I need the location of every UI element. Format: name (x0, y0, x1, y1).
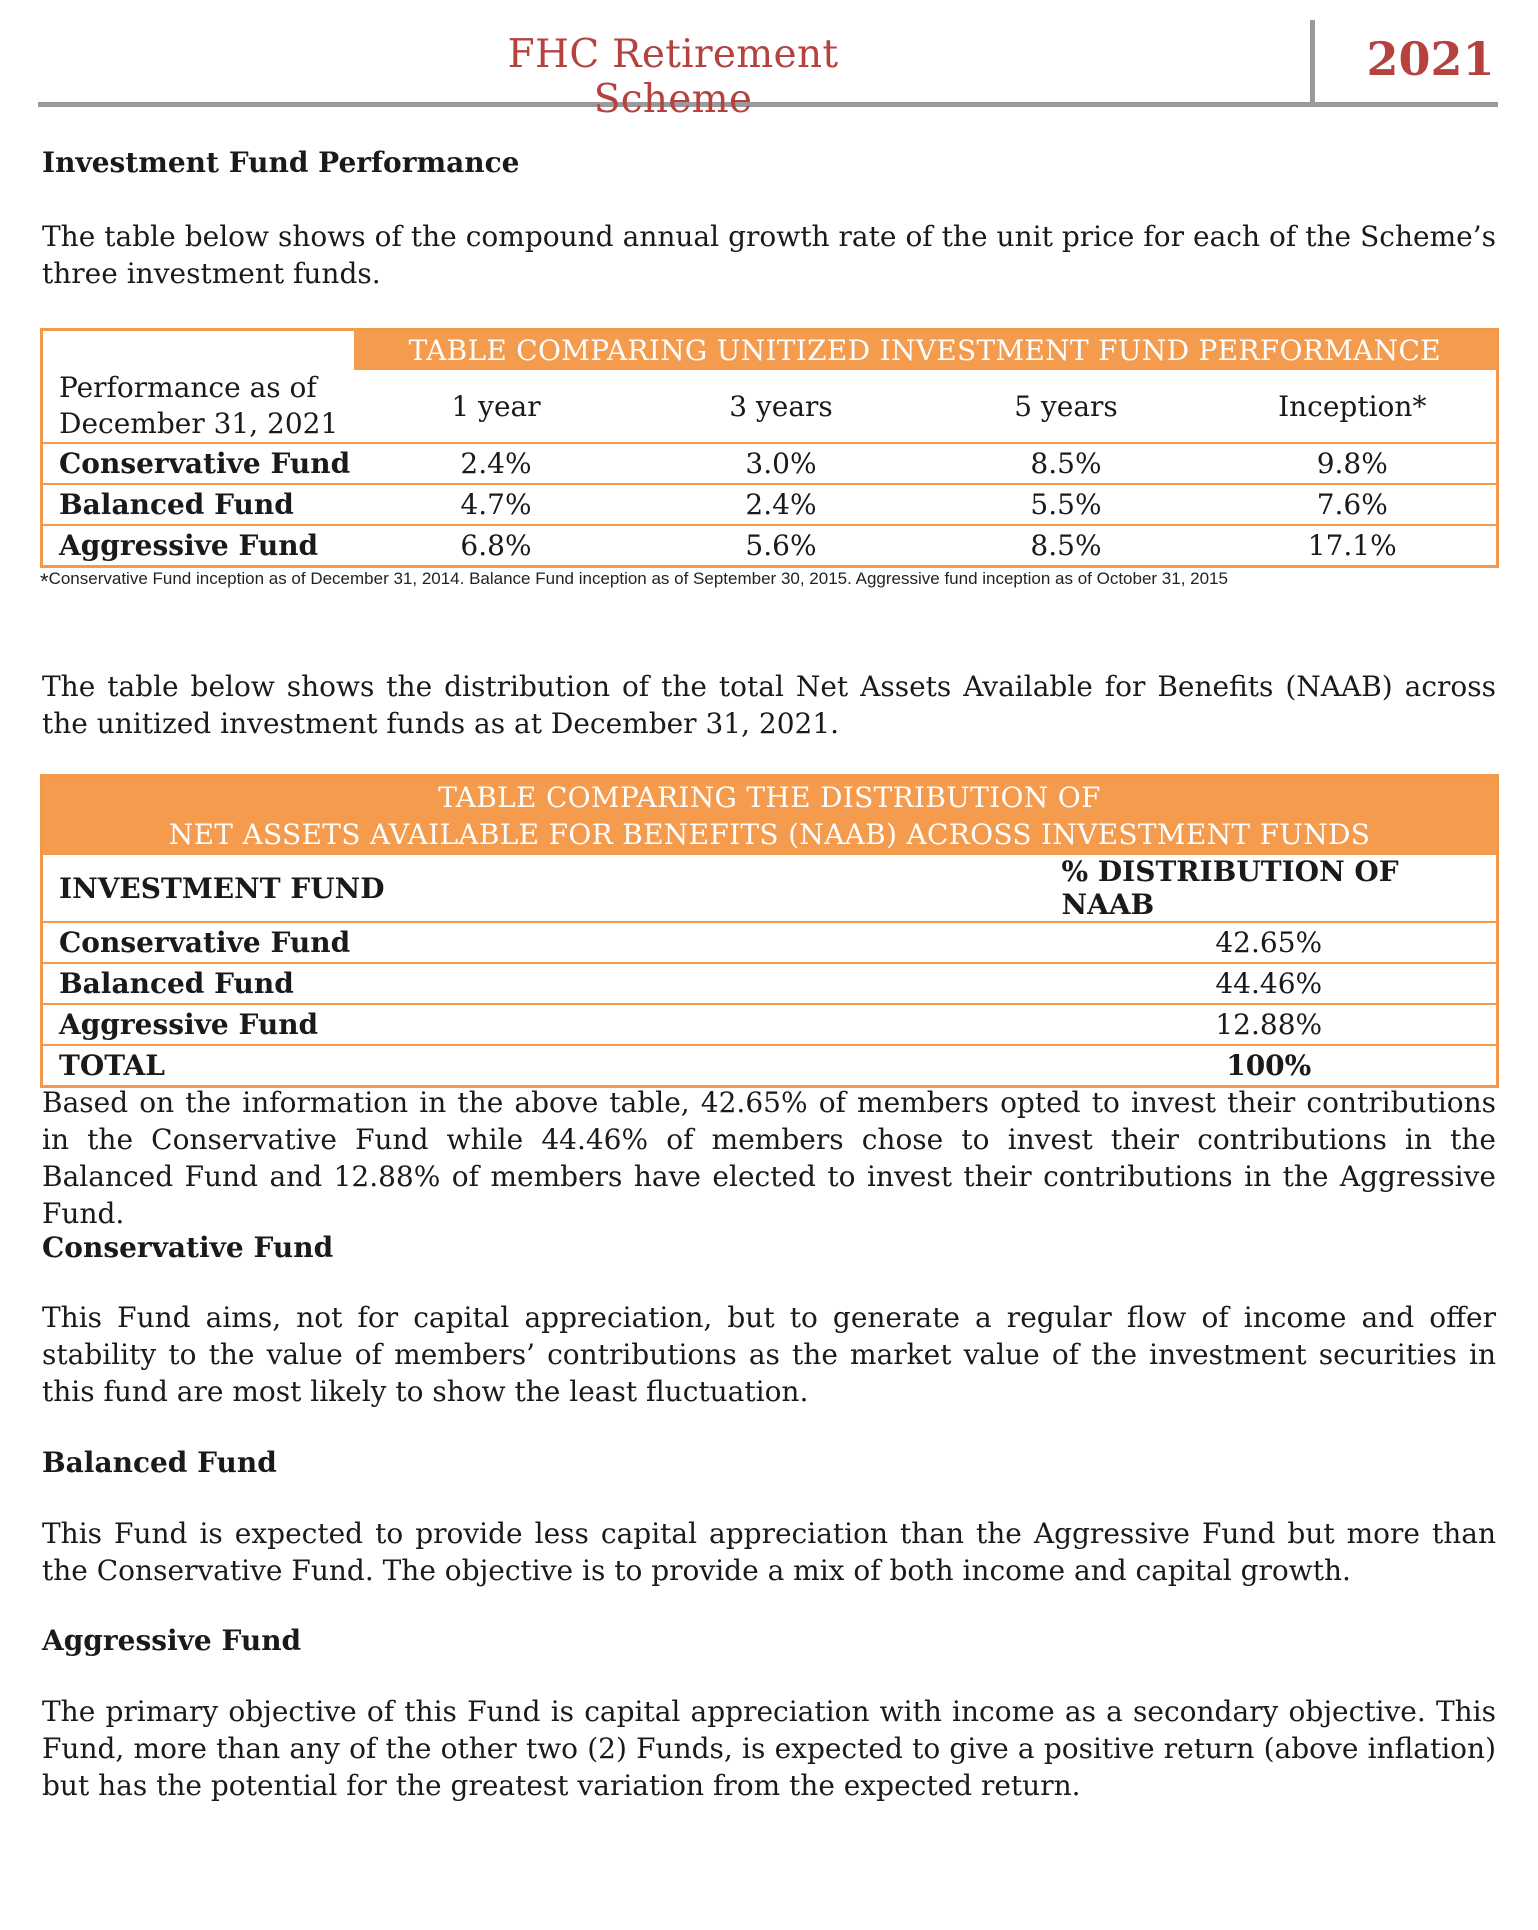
column-header-1-year: 1 year (354, 370, 639, 443)
section-heading-aggressive: Aggressive Fund (42, 1624, 302, 1657)
table-row (42, 484, 1498, 525)
footnote-text: Conservative Fund inception as of December 31, 2014. Balance Fund inception as of September 30, 2015. Aggressive fund inception as of October 31, 2015 (48, 569, 1228, 588)
performance-table-title: TABLE COMPARING UNITIZED INVESTMENT FUND PERFORMANCE (354, 330, 1498, 371)
naab-table-title-row (42, 776, 1498, 856)
performance-table-title-row (42, 330, 1498, 371)
value-cell: 7.6% (1209, 484, 1498, 525)
inception-footnote (40, 569, 1228, 595)
value-cell: 17.1% (1307, 529, 1397, 562)
value-cell: 8.5% (1030, 529, 1102, 562)
total-row (42, 1045, 1498, 1087)
column-header-distribution: % DISTRIBUTION OF NAAB (1042, 855, 1498, 922)
naab-table-title (42, 776, 1498, 856)
naab-table (40, 774, 1499, 1088)
distribution-value: 12.88% (1042, 1004, 1498, 1045)
naab-title-line2: NET ASSETS AVAILABLE FOR BENEFITS (NAAB) ACROSS INVESTMENT FUNDS (168, 818, 1371, 851)
table-row (42, 443, 1498, 484)
table-row (42, 922, 1498, 963)
total-value: 100% (1226, 1049, 1312, 1082)
document-title: FHC Retirement Scheme (507, 32, 839, 122)
section-heading-performance: Investment Fund Performance (42, 146, 520, 179)
naab-title-line1: TABLE COMPARING THE DISTRIBUTION OF (438, 781, 1101, 814)
table-row (42, 1004, 1498, 1045)
fund-name: Aggressive Fund (42, 1004, 1042, 1045)
performance-intro: The table below shows of the compound annual growth rate of the unit price for each of the Scheme’s three investment funds. (42, 220, 1496, 290)
value-cell: 6.8% (460, 529, 532, 562)
column-header-inception: Inception* (1209, 370, 1498, 443)
fund-name: Balanced Fund (42, 963, 1042, 1004)
performance-label-line1: Performance as of (59, 371, 317, 404)
header-divider (1310, 20, 1315, 102)
conservative-description: This Fund aims, not for capital appreciation, but to generate a regular flow of income and offer stability to the value of members’ contributions as the market value of the investment securities in this fund are most likely to show the least fluctuation. (42, 1301, 1496, 1408)
section-heading-balanced: Balanced Fund (42, 1446, 277, 1479)
column-header-investment-fund: INVESTMENT FUND (42, 855, 1042, 922)
naab-header-row (42, 855, 1498, 922)
value-cell: 9.8% (1209, 443, 1498, 484)
value-cell: 2.4% (354, 443, 639, 484)
title-blank-cell (42, 330, 354, 371)
column-header-3-years: 3 years (639, 370, 924, 443)
value-cell: 5.6% (745, 529, 817, 562)
page-header (38, 20, 1498, 122)
section-heading-conservative: Conservative Fund (42, 1231, 334, 1264)
fund-name: Balanced Fund (42, 484, 354, 525)
performance-label-line2: December 31, 2021 (59, 407, 339, 440)
value-cell: 2.4% (639, 484, 924, 525)
fund-name: Conservative Fund (42, 443, 354, 484)
distribution-summary: Based on the information in the above table, 42.65% of members opted to invest their contributions in the Conservative Fund while 44.46% of members chose to invest their contributions in the Balanced Fund and 12.88% of members have elected to invest their contributions in the Aggressive Fund. (42, 1086, 1496, 1230)
distribution-value: 42.65% (1042, 922, 1498, 963)
aggressive-description: The primary objective of this Fund is capital appreciation with income as a secondary objective. This Fund, more than any of the other two (2) Funds, is expected to give a positive return (above inflation) but has the potential for the greatest variation from the expected return. (42, 1695, 1496, 1802)
total-label: TOTAL (59, 1049, 165, 1082)
value-cell: 3.0% (639, 443, 924, 484)
document-year: 2021 (1366, 32, 1495, 86)
value-cell: 8.5% (924, 443, 1209, 484)
value-cell: 5.5% (924, 484, 1209, 525)
performance-header-row (42, 370, 1498, 443)
value-cell: 4.7% (354, 484, 639, 525)
footnote-asterisk: * (40, 569, 49, 594)
performance-table (40, 328, 1499, 568)
column-header-5-years: 5 years (924, 370, 1209, 443)
performance-label-cell (42, 370, 354, 443)
table-row (42, 963, 1498, 1004)
fund-name: Aggressive Fund (59, 529, 319, 562)
distribution-value: 44.46% (1042, 963, 1498, 1004)
balanced-description: This Fund is expected to provide less capital appreciation than the Aggressive Fund but more than the Conservative Fund. The objective is to provide a mix of both income and capital growth. (42, 1517, 1496, 1587)
table-row (42, 525, 1498, 567)
fund-name: Conservative Fund (42, 922, 1042, 963)
naab-intro: The table below shows the distribution of the total Net Assets Available for Benefits (NAAB) across the unitized investment funds as at December 31, 2021. (42, 670, 1496, 740)
